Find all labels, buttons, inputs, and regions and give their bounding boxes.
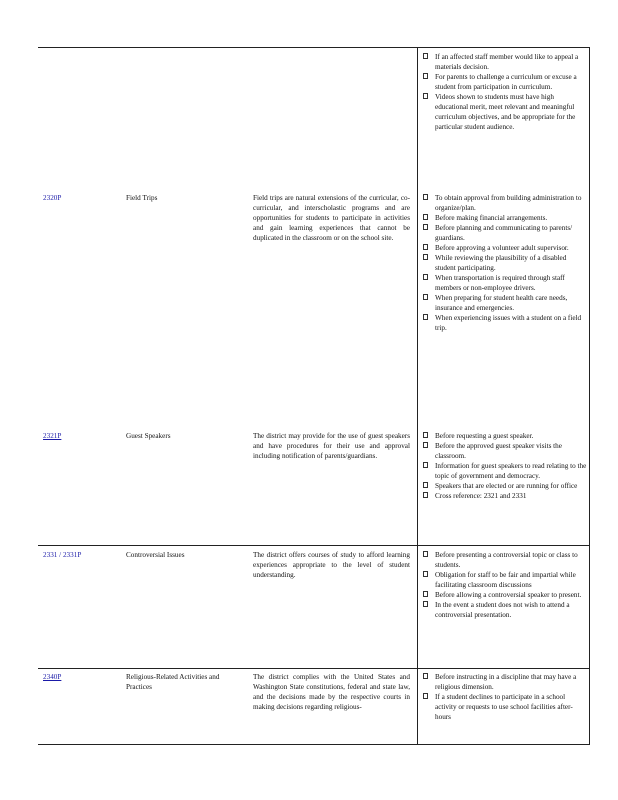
list-item: In the event a student does not wish to attend a controversial presentation. (423, 600, 587, 620)
list-item: To obtain approval from building administration to organize/plan. (423, 193, 587, 213)
checkbox-bullet-icon (423, 601, 428, 607)
checkbox-bullet-icon (423, 551, 428, 557)
policy-description: The district may provide for the use of guest speakers and have procedures for their use and approval including notification of parents/guardians. (253, 432, 410, 460)
policy-code-link[interactable]: 2340P (43, 673, 62, 681)
column-divider (417, 47, 418, 744)
policy-title: Guest Speakers (126, 432, 171, 440)
checkbox-bullet-icon (423, 93, 428, 99)
row-1-bullets (423, 193, 587, 333)
policy-description: The district offers courses of study to afford learning experiences appropriate to the level of student understanding. (253, 551, 410, 579)
checkbox-bullet-icon (423, 482, 428, 488)
checkbox-bullet-icon (423, 194, 428, 200)
list-item: While reviewing the plausibility of a disabled student participating. (423, 253, 587, 273)
policy-code: 2331 / 2331P (43, 551, 82, 559)
checkbox-bullet-icon (423, 492, 428, 498)
checkbox-bullet-icon (423, 432, 428, 438)
list-item: If an affected staff member would like to appeal a materials decision. (423, 52, 587, 72)
table-bottom-border (38, 744, 590, 745)
checkbox-bullet-icon (423, 53, 428, 59)
list-item: Before the approved guest speaker visits the classroom. (423, 441, 587, 461)
checkbox-bullet-icon (423, 314, 428, 320)
list-item: When preparing for student health care needs, insurance and emergencies. (423, 293, 587, 313)
list-item: Before instructing in a discipline that may have a religious dimension. (423, 672, 587, 692)
list-item: Cross reference: 2321 and 2331 (423, 491, 587, 501)
list-item: Obligation for staff to be fair and impartial while facilitating classroom discussions (423, 570, 587, 590)
checkbox-bullet-icon (423, 591, 428, 597)
policy-code: 2320P (43, 194, 62, 202)
checkbox-bullet-icon (423, 73, 428, 79)
checkbox-bullet-icon (423, 571, 428, 577)
list-item: Before requesting a guest speaker. (423, 431, 587, 441)
policy-title: Controversial Issues (126, 551, 185, 559)
table-right-border (589, 47, 590, 744)
row-divider-5 (38, 668, 590, 669)
checkbox-bullet-icon (423, 693, 428, 699)
list-item: Before allowing a controversial speaker to present. (423, 590, 587, 600)
list-item: For parents to challenge a curriculum or excuse a student from participation in curriculum. (423, 72, 587, 92)
list-item: When transportation is required through staff members or non-employee drivers. (423, 273, 587, 293)
policy-code-link[interactable]: 2321P (43, 432, 62, 440)
row-2-bullets (423, 431, 587, 501)
checkbox-bullet-icon (423, 214, 428, 220)
list-item: When experiencing issues with a student on a field trip. (423, 313, 587, 333)
checkbox-bullet-icon (423, 274, 428, 280)
checkbox-bullet-icon (423, 244, 428, 250)
list-item: Before planning and communicating to parents/ guardians. (423, 223, 587, 243)
policy-description: Field trips are natural extensions of the curricular, co-curricular, and interscholastic programs and are opportunities for students to participate in activities and gain learning experiences that cannot be duplicated in the classroom or on the school site. (253, 194, 410, 242)
list-item: Before approving a volunteer adult supervisor. (423, 243, 587, 253)
list-item: Speakers that are elected or are running for office (423, 481, 587, 491)
policy-description: The district complies with the United States and Washington State constitutions, federal and state law, and the decisions made by the respective courts in making decisions regarding religious- (253, 673, 410, 711)
row-4-bullets (423, 672, 587, 722)
row-divider-4 (38, 545, 590, 546)
list-item: If a student declines to participate in a school activity or requests to use school facilities after-hours (423, 692, 587, 722)
table-top-border (38, 47, 590, 48)
list-item: Before making financial arrangements. (423, 213, 587, 223)
checkbox-bullet-icon (423, 224, 428, 230)
checkbox-bullet-icon (423, 673, 428, 679)
policy-title: Field Trips (126, 194, 158, 202)
row-0-bullets (423, 52, 587, 132)
row-3-bullets (423, 550, 587, 620)
checkbox-bullet-icon (423, 442, 428, 448)
list-item: Information for guest speakers to read relating to the topic of government and democracy. (423, 461, 587, 481)
policy-title: Religious-Related Activities and Practices (126, 673, 220, 691)
list-item: Videos shown to students must have high educational merit, meet relevant and meaningful curriculum objectives, and be appropriate for the particular student audience. (423, 92, 587, 132)
checkbox-bullet-icon (423, 254, 428, 260)
checkbox-bullet-icon (423, 462, 428, 468)
list-item: Before presenting a controversial topic or class to students. (423, 550, 587, 570)
checkbox-bullet-icon (423, 294, 428, 300)
